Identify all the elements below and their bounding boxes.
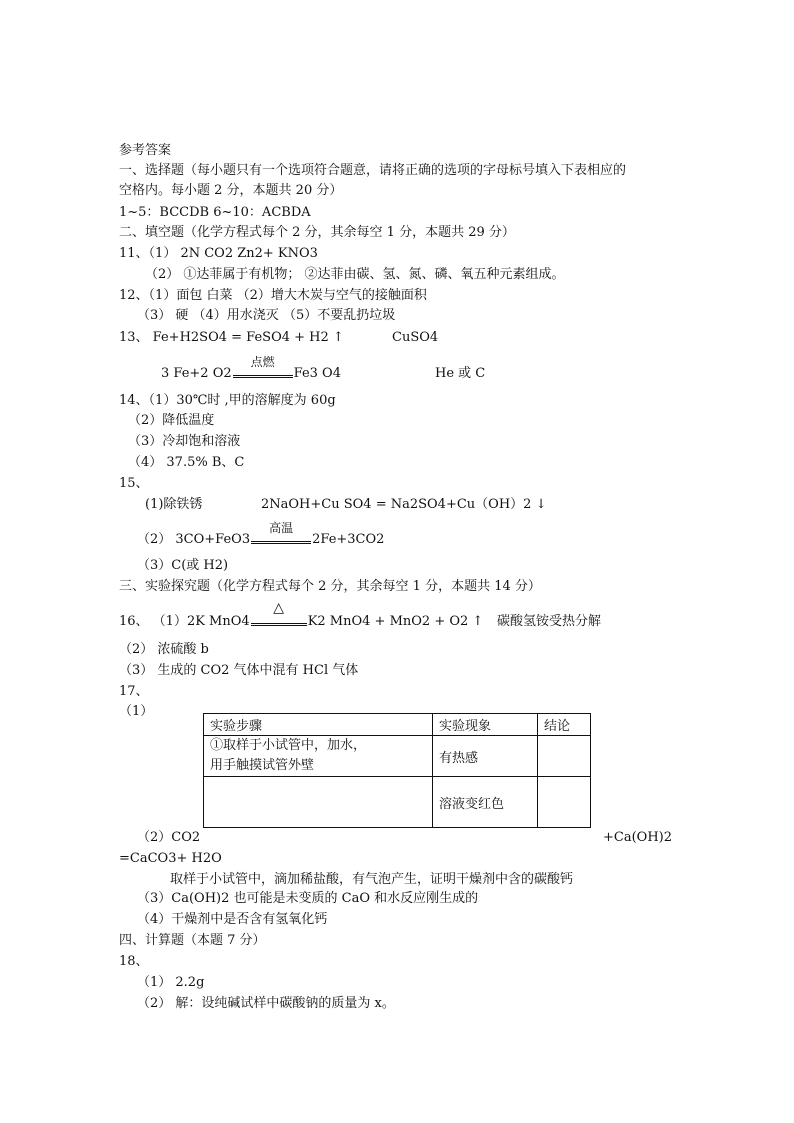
q15-part3: （3）C(或 H2) bbox=[137, 558, 229, 573]
choice-answers: 1~5：BCCDB 6~10：ACBDA bbox=[119, 205, 311, 220]
q16-equation-right: K2 MnO4 + MnO2 + O2 bbox=[307, 614, 469, 629]
q17-label: 17、 bbox=[119, 684, 149, 699]
q17-part1: （1） bbox=[119, 704, 154, 719]
q17-part2-b: +Ca(OH)2 bbox=[603, 830, 672, 845]
table-row1-step-line2: 用手触摸试管外壁 bbox=[210, 758, 315, 773]
condition-heat-label: △ bbox=[273, 600, 285, 616]
section1-heading-cont: 空格内。每小题 2 分，本题共 20 分） bbox=[119, 183, 343, 198]
q17-part2-c: =CaCO3+ H2O bbox=[119, 851, 222, 866]
q18-label: 18、 bbox=[119, 954, 149, 969]
q14-part1: 14、（1）30℃时 ,甲的溶解度为 60g bbox=[119, 393, 336, 408]
q16-equation bbox=[119, 600, 484, 630]
table-row2-step bbox=[204, 777, 433, 828]
q16-note: 碳酸氢铵受热分解 bbox=[497, 614, 602, 629]
experiment-table bbox=[203, 713, 591, 828]
table-header-step: 实验步骤 bbox=[204, 714, 433, 736]
q13-equation2-right: Fe3 O4 bbox=[293, 366, 341, 381]
precipitate-down-arrow-icon: ↓ bbox=[535, 497, 547, 512]
table-row1-step-line1: ①取样于小试管中，加水， bbox=[210, 738, 367, 753]
q17-part2-a: （2）CO2 bbox=[137, 830, 201, 845]
q12-part2: （3） 硬 （4）用水浇灭 （5）不要乱扔垃圾 bbox=[137, 308, 396, 323]
q13-equation1 bbox=[119, 330, 344, 346]
q18-part2: （2） 解：设纯碱试样中碳酸钠的质量为 x。 bbox=[137, 996, 395, 1011]
table-row1-step bbox=[204, 736, 433, 777]
q14-part4: （4） 37.5% B、C bbox=[128, 455, 245, 470]
q13-equation1-text: 13、 Fe+H2SO4 = FeSO4 + H2 bbox=[119, 330, 329, 345]
q13-equation2-left: 3 Fe+2 O2 bbox=[161, 366, 232, 381]
section3-heading: 三、实验探究题（化学方程式每个 2 分，其余每空 1 分，本题共 14 分） bbox=[119, 579, 541, 594]
table-header-observation: 实验现象 bbox=[433, 714, 538, 736]
section2-heading: 二、填空题（化学方程式每个 2 分，其余每空 1 分，本题共 29 分） bbox=[119, 225, 515, 240]
q14-part2: （2）降低温度 bbox=[128, 413, 215, 428]
q12-part1: 12、（1）面包 白菜 （2）增大木炭与空气的接触面积 bbox=[119, 288, 427, 303]
q15-equation1 bbox=[261, 497, 546, 513]
q15-part1: (1)除铁锈 bbox=[145, 497, 203, 512]
q14-part3: （3）冷却饱和溶液 bbox=[128, 434, 241, 449]
condition-heat bbox=[251, 600, 307, 630]
q11-part2: （2） ①达菲属于有机物； ②达菲由碳、氢、氮、磷、氧五种元素组成。 bbox=[145, 267, 565, 282]
section4-heading: 四、计算题（本题 7 分） bbox=[119, 933, 266, 948]
table-row1-observation: 有热感 bbox=[433, 736, 538, 777]
condition-ignite-label: 点燃 bbox=[250, 355, 275, 369]
q11-part1: 11、（1） 2N CO2 Zn2+ KNO3 bbox=[119, 246, 318, 261]
q15-equation2-right: 2Fe+3CO2 bbox=[312, 532, 385, 547]
answer-title: 参考答案 bbox=[119, 143, 172, 158]
gas-up-arrow-icon: ↑ bbox=[472, 614, 484, 629]
q13-cuso4: CuSO4 bbox=[392, 330, 439, 345]
q15-equation1-text: 2NaOH+Cu SO4 = Na2SO4+Cu（OH）2 bbox=[261, 497, 532, 512]
condition-high-temp-label: 高温 bbox=[269, 521, 294, 535]
gas-up-arrow-icon: ↑ bbox=[332, 330, 344, 345]
condition-ignite bbox=[233, 355, 293, 382]
q15-equation2 bbox=[137, 521, 385, 548]
q17-part2-d: 取样于小试管中，滴加稀盐酸，有气泡产生，证明干燥剂中含的碳酸钙 bbox=[170, 872, 574, 887]
q16-equation-left: 16、 （1）2K MnO4 bbox=[119, 614, 250, 629]
q16-part2: （2） 浓硫酸 b bbox=[119, 642, 209, 657]
q18-part1: （1） 2.2g bbox=[137, 975, 205, 990]
q15-equation2-left: （2） 3CO+FeO3 bbox=[137, 532, 251, 547]
q13-equation2 bbox=[161, 355, 341, 382]
condition-high-temp bbox=[251, 521, 311, 548]
table-row2-observation: 溶液变红色 bbox=[433, 777, 538, 828]
q13-he-or-c: He 或 C bbox=[435, 366, 486, 381]
q15-label: 15、 bbox=[119, 476, 149, 491]
q17-part3: （3）Ca(OH)2 也可能是未变质的 CaO 和水反应刚生成的 bbox=[137, 891, 479, 906]
q17-part4: （4）干燥剂中是否含有氢氧化钙 bbox=[137, 912, 328, 927]
table-row2-conclusion bbox=[538, 777, 591, 828]
section1-heading: 一、选择题（每小题只有一个选项符合题意，请将正确的选项的字母标号填入下表相应的 bbox=[119, 163, 627, 178]
table-row1-conclusion bbox=[538, 736, 591, 777]
q16-part3: （3） 生成的 CO2 气体中混有 HCl 气体 bbox=[119, 663, 359, 678]
table-header-conclusion: 结论 bbox=[538, 714, 591, 736]
